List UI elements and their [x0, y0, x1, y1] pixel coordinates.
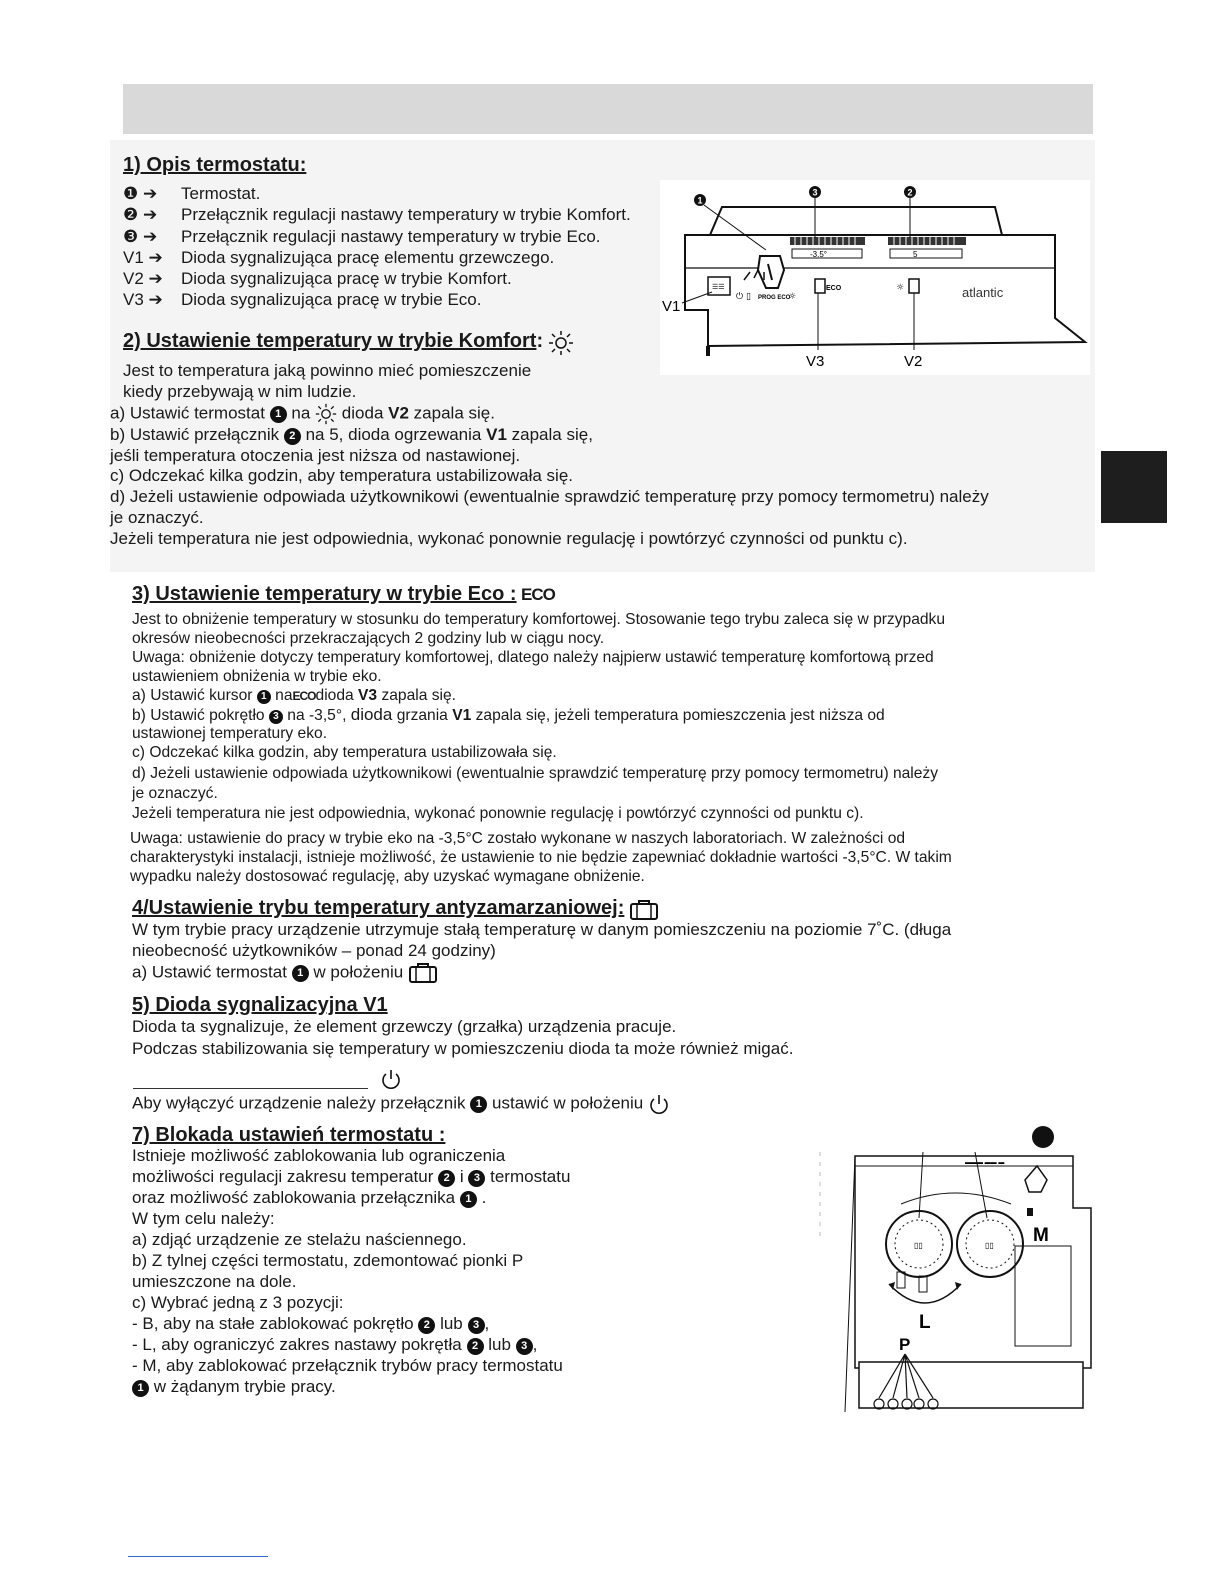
section3-title: 3) Ustawienie temperatury w trybie Eco :	[132, 583, 517, 605]
section7-title: 7) Blokada ustawień termostatu :	[132, 1124, 446, 1146]
s3-note1: Uwaga: ustawienie do pracy w trybie eko na -3,5°C zostało wykonane w naszych laboratoriach. W zależności od	[130, 830, 906, 847]
section2-title: 2) Ustawienie temperatury w trybie Komfort	[123, 330, 537, 353]
label-p: P	[899, 1335, 911, 1354]
svg-text:☰☰: ☰☰	[712, 284, 725, 291]
prog-eco-label: PROG ECO	[758, 295, 791, 301]
s7-l12: 1 w żądanym trybie pracy.	[132, 1377, 336, 1398]
s2-step-b: b) Ustawić przełącznik 2 na 5, dioda ogrzewania V1 zapala się,	[110, 425, 593, 444]
power-icon	[648, 1093, 670, 1115]
s2-p1: Jest to temperatura jaką powinno mieć pomieszczenie	[123, 361, 532, 380]
footer-link-line	[128, 1556, 268, 1557]
thermostat-back-diagram	[815, 1122, 1095, 1412]
s3-note3: wypadku należy dostosować regulację, aby uzyskać wymagane obniżenie.	[130, 868, 645, 885]
legend-item: ❶ ➔ Termostat.	[123, 184, 261, 203]
section3-heading	[132, 583, 555, 606]
s7-l11: - M, aby zablokować przełącznik trybów pracy termostatu	[132, 1356, 563, 1375]
s2-step-b2: jeśli temperatura otoczenia jest niższa od nastawionej.	[110, 446, 521, 465]
s2-step-d1: d) Jeżeli ustawienie odpowiada użytkownikowi (ewentualnie sprawdzić temperaturę przy pomocy termometru) należy	[110, 487, 989, 506]
s2-step-e: Jeżeli temperatura nie jest odpowiednia, wykonać ponownie regulację i powtórzyć czynności od punktu c).	[110, 529, 908, 548]
s3-step-e: Jeżeli temperatura nie jest odpowiednia, wykonać ponownie regulację i powtórzyć czynności od punktu c).	[132, 805, 864, 822]
label-l: L	[919, 1312, 931, 1333]
svg-text:☼: ☼	[788, 292, 797, 302]
legend-item: ❷ ➔ Przełącznik regulacji nastawy temperatury w trybie Komfort.	[123, 205, 631, 224]
svg-text:▬▬▬ ▬▬ ▬: ▬▬▬ ▬▬ ▬	[965, 1160, 1005, 1166]
comfort-scale-value: 5	[913, 250, 918, 259]
suitcase-icon	[408, 962, 438, 984]
s2-step-c: c) Odczekać kilka godzin, aby temperatura ustabilizowała się.	[110, 466, 573, 485]
label-v3: V3	[806, 353, 825, 370]
s3-step-d2: je oznaczyć.	[132, 785, 218, 802]
callout-3: 3	[812, 187, 818, 198]
s3-step-b2: ustawionej temperatury eko.	[132, 725, 328, 742]
s2-step-a: a) Ustawić termostat 1 na dioda V2 zapala się.	[110, 403, 495, 425]
s7-l9: - B, aby na stałe zablokować pokrętło 2 lub 3 ,	[132, 1314, 490, 1333]
s7-l3: oraz możliwość zablokowania przełącznika 1 .	[132, 1188, 487, 1207]
s7-l8: c) Wybrać jedną z 3 pozycji:	[132, 1293, 344, 1312]
svg-text:▯▯: ▯▯	[914, 1241, 923, 1250]
side-tab-marker	[1101, 451, 1167, 523]
s3-step-b: b) Ustawić pokrętło 3 na -3,5°, dioda grzania V1 zapala się, jeżeli temperatura pomieszczenia jest niższa od	[132, 705, 885, 724]
s3-p3: Uwaga: obniżenie dotyczy temperatury komfortowej, dlatego należy najpierw ustawić temperaturę komfortową przed	[132, 649, 934, 666]
header-bar	[123, 84, 1093, 134]
sun-icon	[548, 330, 574, 356]
s5-p2: Podczas stabilizowania się temperatury w pomieszczeniu dioda ta może również migać.	[132, 1039, 794, 1058]
svg-text:▯▯: ▯▯	[985, 1241, 994, 1250]
section1-title: 1) Opis termostatu:	[123, 154, 307, 176]
s7-l1: Istnieje możliwość zablokowania lub ograniczenia	[132, 1146, 506, 1165]
label-v1: V1	[662, 298, 681, 315]
s2-p2: kiedy przebywają w nim ludzie.	[123, 382, 357, 401]
s4-p2: nieobecność użytkowników – ponad 24 godziny)	[132, 941, 496, 960]
callout-2: 2	[907, 187, 913, 198]
s7-l5: a) zdjąć urządzenie ze stelażu naściennego.	[132, 1230, 467, 1249]
s7-l6: b) Z tylnej części termostatu, zdemontować pionki P	[132, 1251, 524, 1270]
s7-l4: W tym celu należy:	[132, 1209, 275, 1228]
s4-step-a: a) Ustawić termostat 1 w położeniu	[132, 962, 438, 984]
s3-p4: ustawieniem obniżenia w trybie eko.	[132, 668, 382, 685]
label-m: M	[1033, 1225, 1049, 1246]
legend-item: V3 ➔ Dioda sygnalizująca pracę w trybie Eco.	[123, 290, 482, 309]
s3-p1: Jest to obniżenie temperatury w stosunku do temperatury komfortowej. Stosowanie tego trybu zaleca się w przypadku	[132, 611, 946, 628]
thermostat-diagram	[660, 180, 1090, 375]
power-icon	[380, 1068, 402, 1090]
legend-item: ❸ ➔ Przełącznik regulacji nastawy temperatury w trybie Eco.	[123, 227, 601, 246]
sun-icon	[315, 403, 337, 425]
eco-small-label: ECO	[826, 285, 842, 292]
legend-item: V1 ➔ Dioda sygnalizująca pracę elementu grzewczego.	[123, 248, 555, 267]
svg-text:☼: ☼	[896, 283, 905, 293]
eco-icon: ECO	[292, 689, 316, 703]
s7-l2: możliwości regulacji zakresu temperatur 2 i 3 termostatu	[132, 1167, 571, 1186]
label-v2: V2	[904, 353, 923, 370]
s5-p1: Dioda ta sygnalizuje, że element grzewczy (grzałka) urządzenia pracuje.	[132, 1017, 677, 1036]
section4-title: 4/Ustawienie trybu temperatury antyzamarzaniowej:	[132, 897, 625, 919]
section2-heading: 2) Ustawienie temperatury w trybie Komfort:	[123, 330, 574, 356]
s3-step-c: c) Odczekać kilka godzin, aby temperatura ustabilizowała się.	[132, 744, 557, 761]
section5-title: 5) Dioda sygnalizacyjna V1	[132, 994, 388, 1016]
s2-step-d2: je oznaczyć.	[110, 508, 204, 527]
s4-p1: W tym trybie pracy urządzenie utrzymuje stałą temperaturę w danym pomieszczeniu na poziomie 7˚C. (długa	[132, 920, 952, 939]
eco-icon: ECO	[521, 585, 555, 604]
s3-note2: charakterystyki instalacji, istnieje możliwość, że ustawienie to nie będzie zapewniać dokładnie wartości -3,5°C. W takim	[130, 849, 952, 866]
s3-p2: okresów nieobecności przekraczających 2 godziny lub w ciągu nocy.	[132, 630, 605, 647]
s3-step-d1: d) Jeżeli ustawienie odpowiada użytkownikowi (ewentualnie sprawdzić temperaturę przy pomocy termometru) należy	[132, 765, 939, 782]
s7-l10: - L, aby ograniczyć zakres nastawy pokrętła 2 lub 3 ,	[132, 1335, 538, 1354]
eco-scale-value: -3.5°	[810, 250, 827, 259]
s3-step-a: a) Ustawić kursor 1 naECOdioda V3 zapala się.	[132, 687, 456, 704]
section6-title-underline	[133, 1088, 368, 1089]
svg-text:⏻ ▯: ⏻ ▯	[736, 292, 751, 302]
suitcase-icon	[629, 899, 659, 921]
s7-l7: umieszczone na dole.	[132, 1272, 297, 1291]
brand-logo: atlantic	[962, 285, 1004, 300]
s6-p1: Aby wyłączyć urządzenie należy przełącznik 1 ustawić w położeniu	[132, 1093, 670, 1115]
callout-1: 1	[697, 195, 703, 206]
section4-heading	[132, 897, 659, 921]
legend-item: V2 ➔ Dioda sygnalizująca pracę w trybie Komfort.	[123, 269, 512, 288]
